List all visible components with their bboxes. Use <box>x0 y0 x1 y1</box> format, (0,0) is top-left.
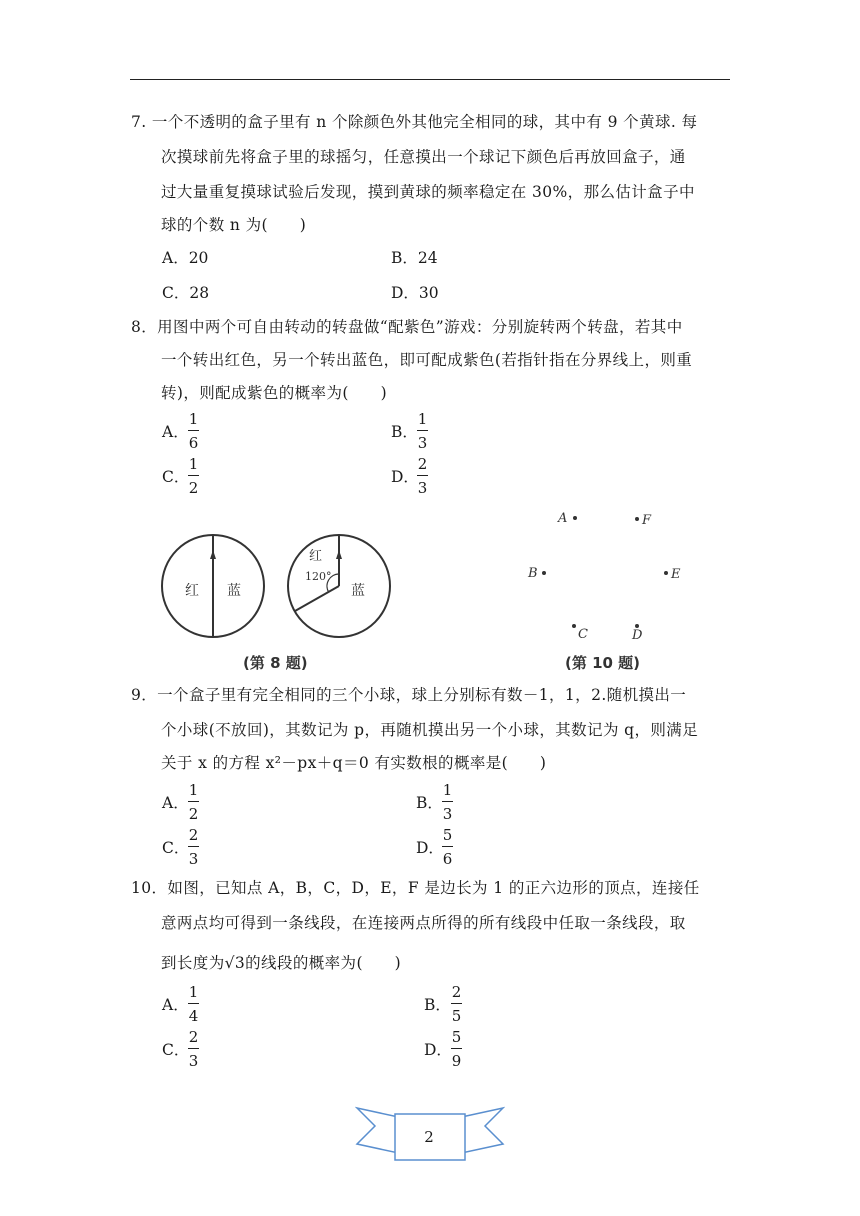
denominator: 4 <box>188 1007 199 1025</box>
q9-line-1: 9．一个盒子里有完全相同的三个小球，球上分别标有数－1，1，2.随机摸出一 <box>131 686 687 704</box>
numerator: 1 <box>417 410 428 428</box>
spinner-1-left-label: 红 <box>185 583 199 599</box>
figure-10-hexagon-points <box>520 505 700 645</box>
q8-option-c-label: C． <box>162 468 190 486</box>
point-label-d: D <box>632 628 643 643</box>
spinner-1-right-label: 蓝 <box>227 583 241 599</box>
denominator: 3 <box>442 805 453 823</box>
point-a <box>573 516 577 520</box>
page-number: 2 <box>424 1128 434 1146</box>
q7-line-4: 球的个数 n 为( ) <box>161 216 307 234</box>
numerator: 2 <box>451 983 462 1001</box>
q10-line-1: 10．如图，已知点 A，B，C，D，E，F 是边长为 1 的正六边形的顶点，连接任 <box>131 879 700 897</box>
figure-8-spinners <box>155 530 400 645</box>
numerator: 2 <box>188 826 199 844</box>
q10-option-c-fraction <box>188 1028 199 1070</box>
spinner-2-angle-label: 120° <box>305 570 332 583</box>
numerator: 1 <box>188 781 199 799</box>
q10-option-b-fraction <box>451 983 462 1025</box>
q9-line-3: 关于 x 的方程 x²－px＋q＝0 有实数根的概率是( ) <box>161 754 547 772</box>
point-label-c: C <box>578 627 588 642</box>
q10-option-c-label: C． <box>162 1041 190 1059</box>
denominator: 9 <box>451 1052 462 1070</box>
header-rule <box>130 79 730 80</box>
point-label-a: A <box>558 511 568 526</box>
q8-option-a-fraction <box>188 410 199 452</box>
q9-option-a-fraction <box>188 781 199 823</box>
denominator: 3 <box>417 479 428 497</box>
q10-option-a-fraction <box>188 983 199 1025</box>
q8-option-a-label: A． <box>162 423 189 441</box>
point-f <box>635 517 639 521</box>
spinner-2-right-label: 蓝 <box>351 583 365 599</box>
q7-line-1: 7. 一个不透明的盒子里有 n 个除颜色外其他完全相同的球，其中有 9 个黄球. 每 <box>131 113 698 131</box>
q8-option-b-fraction <box>417 410 428 452</box>
q10-option-a-label: A． <box>162 996 189 1014</box>
point-label-b: B <box>528 566 538 581</box>
figure-10-caption: (第 10 题) <box>565 654 641 672</box>
q10-option-d-label: D． <box>424 1041 452 1059</box>
numerator: 2 <box>188 1028 199 1046</box>
q8-option-b-label: B． <box>391 423 418 441</box>
denominator: 3 <box>417 434 428 452</box>
q10-option-b-label: B． <box>424 996 451 1014</box>
q8-option-d-label: D． <box>391 468 419 486</box>
q10-option-d-fraction <box>451 1028 462 1070</box>
numerator: 1 <box>442 781 453 799</box>
numerator: 1 <box>188 410 199 428</box>
q9-option-d-fraction <box>442 826 453 868</box>
figure-8-caption: (第 8 题) <box>243 654 308 672</box>
denominator: 6 <box>188 434 199 452</box>
q7-option-a: A．20 <box>162 249 209 267</box>
denominator: 5 <box>451 1007 462 1025</box>
denominator: 2 <box>188 805 199 823</box>
q9-option-a-label: A． <box>162 794 189 812</box>
denominator: 3 <box>188 850 199 868</box>
q9-option-b-label: B． <box>416 794 443 812</box>
q8-line-3: 转)，则配成紫色的概率为( ) <box>161 384 388 402</box>
numerator: 2 <box>417 455 428 473</box>
q8-option-d-fraction <box>417 455 428 497</box>
point-label-e: E <box>671 567 681 582</box>
point-e <box>664 571 668 575</box>
point-c <box>572 624 576 628</box>
q10-line-3: 到长度为√3的线段的概率为( ) <box>161 954 402 972</box>
q9-line-2: 个小球(不放回)，其数记为 p，再随机摸出另一个小球，其数记为 q，则满足 <box>161 721 699 739</box>
q10-line-2: 意两点均可得到一条线段，在连接两点所得的所有线段中任取一条线段，取 <box>161 914 686 932</box>
q9-option-b-fraction <box>442 781 453 823</box>
q7-line-2: 次摸球前先将盒子里的球摇匀，任意摸出一个球记下颜色后再放回盒子，通 <box>161 148 686 166</box>
point-b <box>542 571 546 575</box>
numerator: 5 <box>451 1028 462 1046</box>
q8-option-c-fraction <box>188 455 199 497</box>
numerator: 1 <box>188 983 199 1001</box>
q9-option-c-label: C． <box>162 839 190 857</box>
spinner-2 <box>288 535 390 637</box>
q7-option-c: C．28 <box>162 284 210 302</box>
numerator: 5 <box>442 826 453 844</box>
q7-option-d: D．30 <box>391 284 439 302</box>
q8-line-2: 一个转出红色，另一个转出蓝色，即可配成紫色(若指针指在分界线上，则重 <box>161 351 693 369</box>
spinner-1 <box>162 535 264 637</box>
denominator: 3 <box>188 1052 199 1070</box>
q7-option-b: B．24 <box>391 249 438 267</box>
denominator: 2 <box>188 479 199 497</box>
q8-line-1: 8．用图中两个可自由转动的转盘做“配紫色”游戏：分别旋转两个转盘，若其中 <box>131 318 683 336</box>
point-label-f: F <box>642 513 652 528</box>
denominator: 6 <box>442 850 453 868</box>
q9-option-d-label: D． <box>416 839 444 857</box>
q9-option-c-fraction <box>188 826 199 868</box>
spinner-2-left-label: 红 <box>309 549 323 564</box>
q7-line-3: 过大量重复摸球试验后发现，摸到黄球的频率稳定在 30%，那么估计盒子中 <box>161 183 695 201</box>
numerator: 1 <box>188 455 199 473</box>
